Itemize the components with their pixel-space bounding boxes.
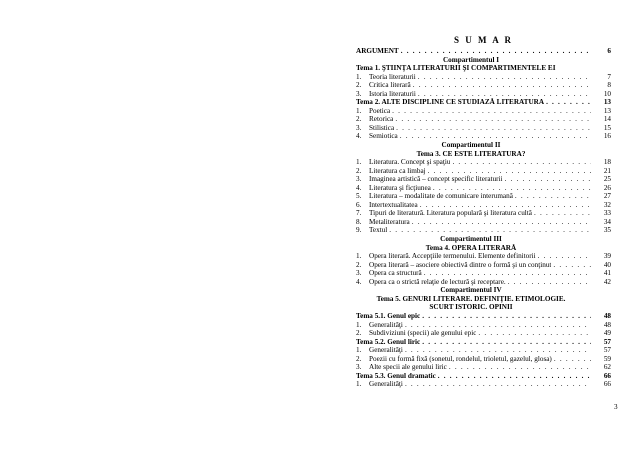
toc-entry-number: 4. [356, 183, 362, 192]
toc-entry-number: 2. [356, 166, 362, 175]
toc-entry-text: Opera literară. Accepţiile termenului. Elemente definitorii [369, 252, 536, 261]
toc-entry-text: ARGUMENT [356, 47, 399, 55]
toc-entry-text: Generalităţi [369, 346, 403, 355]
toc-entry-text: Literatura – modalitate de comunicare interumană [369, 192, 513, 201]
toc-entry-number: 3. [356, 269, 362, 278]
toc-page-number: 59 [603, 354, 611, 363]
toc-page-number: 57 [603, 337, 611, 346]
toc-section-heading [356, 56, 586, 65]
toc-entry-number: 1. [356, 346, 362, 355]
toc-section-text: Compartimentul III [440, 235, 502, 244]
toc-entry-text: Critica literară [369, 81, 411, 90]
toc-entry-text: Tema 5.2. Genul liric [356, 337, 421, 346]
toc-entry-number: 3. [356, 89, 362, 98]
toc-rows [356, 47, 611, 389]
toc-entry-text: Imaginea artistică – concept specific literaturii [369, 175, 503, 184]
toc-section-heading [356, 244, 586, 253]
toc-entry-text: Intertextualitatea [369, 200, 418, 209]
toc-entry-text: Opera literară – asociere obiectivă dintre o formă şi un conţinut [369, 260, 552, 269]
toc-dot-leader [447, 363, 591, 372]
toc-entry-text: Retorica [369, 115, 394, 124]
toc-dot-leader [476, 329, 591, 338]
toc-section-text: Compartimentul II [441, 141, 501, 150]
toc-dot-leader [420, 312, 591, 321]
toc-dot-leader [416, 73, 591, 82]
toc-entry-number: 9. [356, 226, 362, 235]
toc-page-number: 26 [603, 183, 611, 192]
toc-dot-leader [393, 115, 591, 124]
toc-page-number: 66 [603, 371, 611, 380]
toc-entry-number: 1. [356, 106, 362, 115]
toc-entry-text: Poetica [369, 106, 391, 115]
toc-dot-leader [394, 124, 591, 133]
toc-dot-leader [450, 158, 591, 167]
toc-entry [356, 218, 611, 227]
toc-entry-text: Literatura. Concept şi spaţiu [369, 158, 451, 167]
toc-entry [356, 329, 611, 338]
toc-dot-leader [544, 98, 591, 107]
page-number: 3 [614, 403, 618, 411]
toc-entry [356, 261, 611, 270]
toc-entry [356, 380, 611, 389]
toc-dot-leader [403, 321, 591, 330]
toc-entry [356, 73, 611, 82]
toc-entry-number: 5. [356, 192, 362, 201]
toc-page-number: 66 [603, 380, 611, 389]
toc-entry [356, 278, 611, 287]
toc-dot-leader [506, 278, 591, 287]
toc-entry-number: 1. [356, 158, 362, 167]
toc-entry-number: 3. [356, 123, 362, 132]
toc-page-number: 42 [603, 277, 611, 286]
toc-section-text: Compartimentul I [442, 55, 500, 64]
toc-entry [356, 115, 611, 124]
toc-dot-leader [410, 218, 591, 227]
toc-entry-text: Opera ca structură [369, 269, 422, 278]
toc-dot-leader [532, 209, 591, 218]
toc-theme-heading [356, 64, 611, 73]
toc-page-number: 27 [603, 192, 611, 201]
toc-dot-leader [418, 201, 591, 210]
toc-page-number: 25 [603, 175, 611, 184]
toc-page-number: 57 [603, 346, 611, 355]
toc-entry-number: 2. [356, 329, 362, 338]
toc-dot-leader [552, 355, 591, 364]
toc-page-number: 34 [603, 217, 611, 226]
toc-dot-leader [422, 269, 591, 278]
toc-entry [356, 321, 611, 330]
toc-entry-text: Teoria literaturii [369, 72, 416, 81]
toc-section-heading [356, 295, 586, 304]
toc-entry [356, 81, 611, 90]
toc-entry [356, 175, 611, 184]
toc-theme-heading [356, 338, 611, 347]
toc-dot-leader [426, 167, 591, 176]
toc-entry [356, 192, 611, 201]
toc-dot-leader [399, 47, 591, 56]
toc-page-number: 48 [603, 311, 611, 320]
toc-page-number: 62 [603, 363, 611, 372]
table-of-contents [356, 33, 611, 389]
toc-entry-number: 1. [356, 252, 362, 261]
toc-section-heading [356, 141, 586, 150]
toc-dot-leader [420, 338, 591, 347]
toc-section-text: SCURT ISTORIC. OPINII [429, 303, 513, 312]
toc-entry [356, 363, 611, 372]
toc-entry [356, 107, 611, 116]
toc-entry-text: Tema 5.1. Genul epic [356, 311, 421, 320]
toc-entry-number: 7. [356, 209, 362, 218]
toc-dot-leader [403, 346, 591, 355]
toc-dot-leader [390, 107, 591, 116]
toc-section-heading [356, 235, 586, 244]
toc-entry-number: 4. [356, 132, 362, 141]
toc-entry-text: Opera ca o strictă relaţie de lectură şi receptare. [369, 277, 506, 286]
toc-entry [356, 90, 611, 99]
toc-entry [356, 201, 611, 210]
toc-entry [356, 355, 611, 364]
toc-entry-text: Tema 5.3. Genul dramatic [356, 371, 436, 380]
toc-entry-number: 6. [356, 200, 362, 209]
toc-entry-text: Literatura ca limbaj [369, 166, 426, 175]
toc-entry-number: 4. [356, 277, 362, 286]
toc-page-number: 10 [603, 89, 611, 98]
toc-section-text: Tema 4. OPERA LITERARĂ [425, 243, 517, 252]
toc-page-number: 18 [603, 158, 611, 167]
toc-page-number: 15 [603, 123, 611, 132]
toc-dot-leader [503, 175, 591, 184]
toc-page-number: 32 [603, 200, 611, 209]
toc-dot-leader [431, 184, 591, 193]
toc-page-number: 48 [603, 320, 611, 329]
toc-entry-text: Textul [369, 226, 388, 235]
toc-page-number: 40 [603, 260, 611, 269]
toc-entry-text: Stilistica [369, 123, 395, 132]
toc-page-number: 39 [603, 252, 611, 261]
toc-entry-number: 1. [356, 320, 362, 329]
toc-dot-leader [398, 132, 591, 141]
toc-section-text: Tema 5. GENURI LITERARE. DEFINIŢIE. ETIMOLOGIE. [376, 294, 566, 303]
toc-page-number: 41 [603, 269, 611, 278]
toc-dot-leader [416, 90, 591, 99]
toc-page-number: 6 [607, 47, 611, 55]
toc-entry [356, 167, 611, 176]
toc-section-text: Compartimentul IV [440, 286, 502, 295]
toc-theme-heading [356, 312, 611, 321]
toc-entry-number: 2. [356, 81, 362, 90]
toc-page-number: 8 [607, 81, 611, 90]
toc-dot-leader [536, 252, 591, 261]
toc-section-heading [356, 303, 586, 312]
toc-entry-text: Alte specii ale genului liric [369, 363, 447, 372]
toc-entry [356, 269, 611, 278]
toc-entry [356, 124, 611, 133]
toc-entry-number: 2. [356, 354, 362, 363]
toc-entry-text: Subdiviziuni (specii) ale genului epic [369, 329, 477, 338]
toc-title: S U M A R [453, 35, 513, 45]
toc-entry-text: Tema 2. ALTE DISCIPLINE CE STUDIAZĂ LITERATURA [356, 98, 545, 107]
toc-entry-number: 8. [356, 217, 362, 226]
toc-entry [356, 252, 611, 261]
toc-page-number: 33 [603, 209, 611, 218]
toc-entry-text: Tema 1. ŞTIINŢA LITERATURII ŞI COMPARTIMENTELE EI [356, 64, 556, 73]
toc-entry-text: Literatura şi ficţiunea [369, 183, 431, 192]
toc-entry-number: 2. [356, 115, 362, 124]
toc-dot-leader [403, 380, 591, 389]
toc-page-number: 49 [603, 329, 611, 338]
toc-page-number: 14 [603, 115, 611, 124]
toc-entry-number: 1. [356, 380, 362, 389]
toc-theme-heading [356, 98, 611, 107]
toc-entry [356, 184, 611, 193]
toc-section-heading [356, 150, 586, 159]
toc-page-number: 13 [603, 98, 611, 107]
toc-dot-leader [551, 261, 591, 270]
toc-dot-leader [513, 192, 591, 201]
toc-page-number: 35 [603, 226, 611, 235]
toc-entry [356, 47, 611, 56]
toc-entry-text: Semiotica [369, 132, 398, 141]
toc-entry [356, 209, 611, 218]
toc-entry-text: Poezii cu formă fixă (sonetul, rondelul, trioletul, gazelul, glosa) [369, 354, 552, 363]
toc-page-number: 13 [603, 106, 611, 115]
toc-entry-text: Metaliteratura [369, 217, 410, 226]
toc-page-number: 21 [603, 166, 611, 175]
toc-theme-heading [356, 372, 611, 381]
toc-section-text: Tema 3. CE ESTE LITERATURA? [416, 149, 526, 158]
toc-entry-number: 1. [356, 72, 362, 81]
toc-entry [356, 226, 611, 235]
toc-page-number: 16 [603, 132, 611, 141]
toc-entry-number: 2. [356, 260, 362, 269]
toc-entry-text: Tipuri de literatură. Literatura populară şi literatura cultă [369, 209, 532, 218]
toc-entry-text: Istoria literaturii [369, 89, 416, 98]
toc-dot-leader [411, 81, 591, 90]
toc-entry [356, 346, 611, 355]
toc-entry [356, 158, 611, 167]
toc-dot-leader [436, 372, 591, 381]
toc-section-heading [356, 286, 586, 295]
toc-page-number: 7 [607, 72, 611, 81]
toc-entry-number: 3. [356, 363, 362, 372]
toc-dot-leader [387, 226, 591, 235]
toc-entry-text: Generalităţi [369, 380, 403, 389]
toc-entry [356, 132, 611, 141]
toc-entry-number: 3. [356, 175, 362, 184]
toc-entry-text: Generalităţi [369, 320, 403, 329]
